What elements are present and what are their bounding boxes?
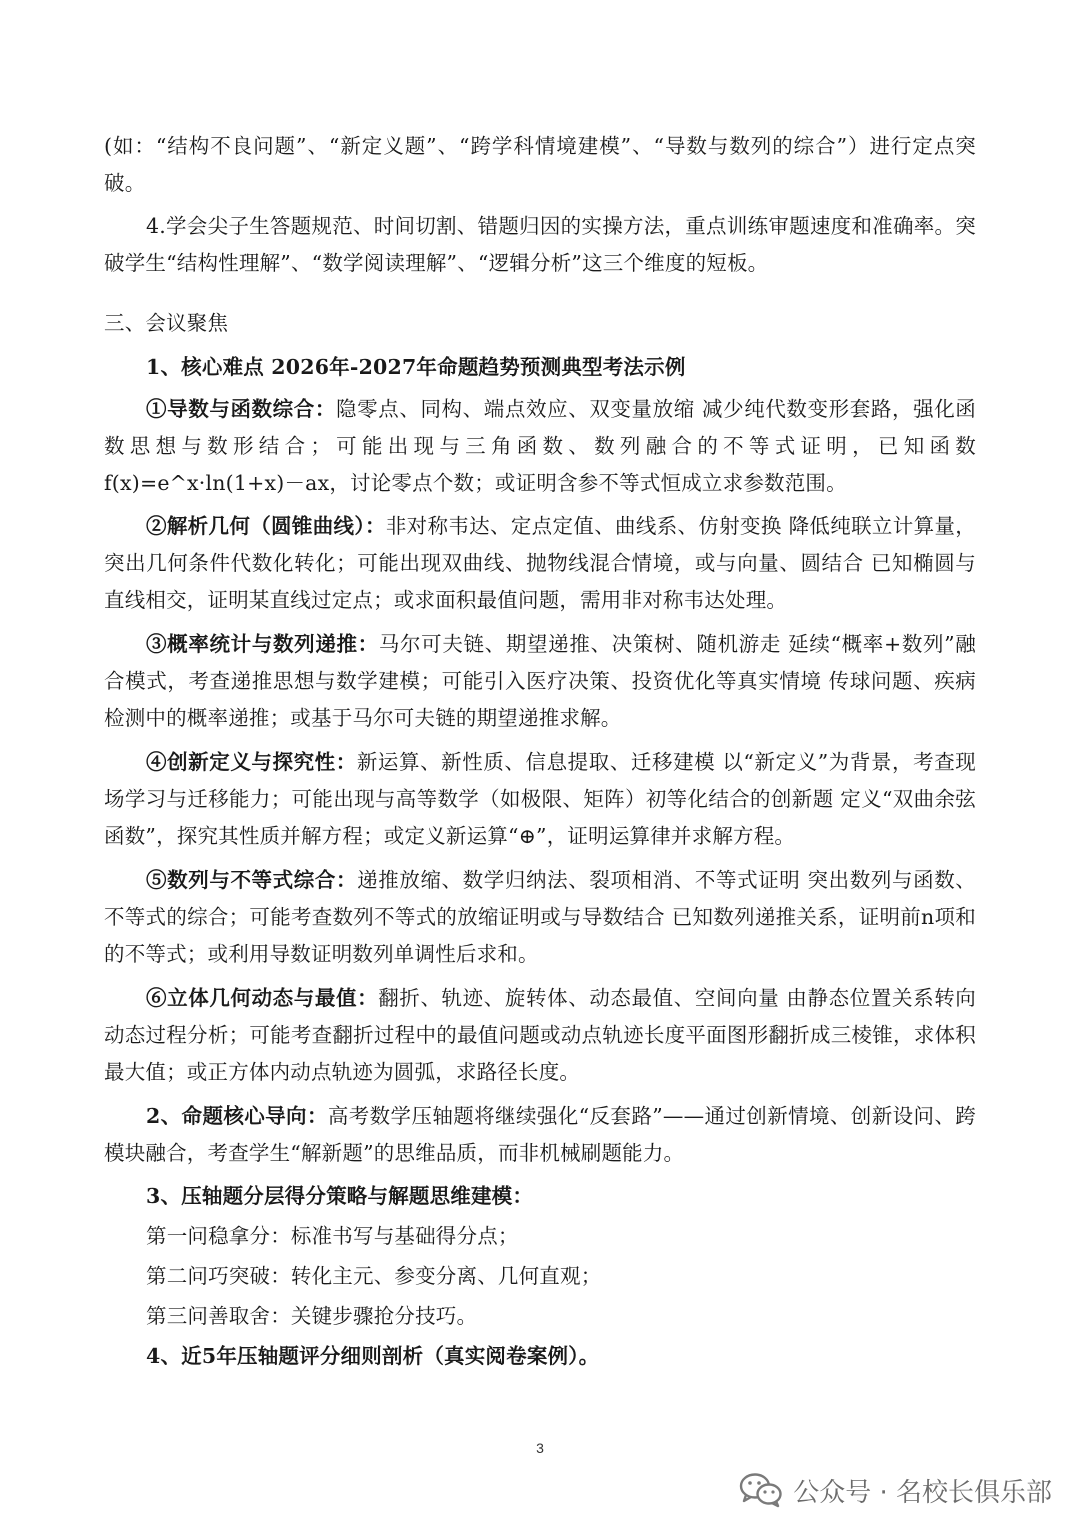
- step-2: 第二问巧突破：转化主元、参变分离、几何直观；: [146, 1264, 602, 1288]
- subheading-2-title: 2、命题核心导向：: [146, 1104, 328, 1128]
- item-text: 马尔可夫链、期望递推、决策树、随机游走 延续“概率+数列”融合模式，考查递推思想与数学建模；可能引入医疗决策、投资优化等真实情境 传球问题、疾病检测中的概率递推；或基于马尔可夫链的期望递推求解。: [104, 632, 976, 730]
- item-title: ②解析几何（圆锥曲线）：: [146, 514, 386, 538]
- watermark: [739, 1468, 1052, 1512]
- subheading-2-text: 高考数学压轴题将继续强化“反套路”——通过创新情境、创新设问、跨模块融合，考查学生“解新题”的思维品质，而非机械刷题能力。: [104, 1104, 976, 1165]
- item-title: ③概率统计与数列递推：: [146, 632, 379, 656]
- step-3: 第三问善取舍：关键步骤抢分技巧。: [146, 1304, 478, 1328]
- watermark-text: 公众号 · 名校长俱乐部: [793, 1477, 1052, 1508]
- item-title: ⑤数列与不等式综合：: [146, 868, 358, 892]
- item-text: 新运算、新性质、信息提取、迁移建模 以“新定义”为背景，考查现场学习与迁移能力；可能出现与高等数学（如极限、矩阵）初等化结合的创新题 定义“双曲余弦函数”，探究其性质并解方程；或定义新运算“⊕”，证明运算律并求解方程。: [104, 750, 976, 848]
- item-title: ⑥立体几何动态与最值：: [146, 986, 379, 1010]
- item-text: 递推放缩、数学归纳法、裂项相消、不等式证明 突出数列与函数、不等式的综合；可能考查数列不等式的放缩证明或与导数结合 已知数列递推关系，证明前n项和的不等式；或利用导数证明数列单调性后求和。: [104, 868, 977, 966]
- page-number: 3: [536, 1440, 544, 1456]
- subheading-3: 3、压轴题分层得分策略与解题思维建模：: [146, 1184, 534, 1208]
- subheading-2: [104, 1098, 976, 1172]
- item-probability-sequence: [104, 626, 976, 737]
- item-text: 隐零点、同构、端点效应、双变量放缩 减少纯代数变形套路，强化函数思想与数形结合；可能出现与三角函数、数列融合的不等式证明，已知函数f(x)=e^x·ln(1+x)－ax，讨论零点个数；或证明含参不等式恒成立求参数范围。: [104, 397, 976, 495]
- paragraph-continuation: (如：“结构不良问题”、“新定义题”、“跨学科情境建模”、“导数与数列的综合”）进行定点突破。: [104, 134, 976, 195]
- subheading-1: 1、核心难点 2026年-2027年命题趋势预测典型考法示例: [146, 355, 686, 379]
- item-solid-geometry: [104, 980, 976, 1091]
- item-analytic-geometry: [104, 508, 976, 619]
- item-text: 翻折、轨迹、旋转体、动态最值、空间向量 由静态位置关系转向动态过程分析；可能考查翻折过程中的最值问题或动点轨迹长度平面图形翻折成三棱锥，求体积最大值；或正方体内动点轨迹为圆弧，求路径长度。: [104, 986, 976, 1084]
- item-title: ④创新定义与探究性：: [146, 750, 357, 774]
- wechat-icon: [739, 1472, 783, 1508]
- subheading-4: 4、近5年压轴题评分细则剖析（真实阅卷案例）。: [146, 1344, 600, 1368]
- item-derivative-function: [104, 391, 976, 502]
- paragraph-point-4: 4.学会尖子生答题规范、时间切割、错题归因的实操方法，重点训练审题速度和准确率。突破学生“结构性理解”、“数学阅读理解”、“逻辑分析”这三个维度的短板。: [104, 214, 976, 275]
- item-text: 非对称韦达、定点定值、曲线系、仿射变换 降低纯联立计算量，突出几何条件代数化转化；可能出现双曲线、抛物线混合情境，或与向量、圆结合 已知椭圆与直线相交，证明某直线过定点；或求面积最值问题，需用非对称韦达处理。: [104, 514, 976, 612]
- step-1: 第一问稳拿分：标准书写与基础得分点；: [146, 1224, 519, 1248]
- item-title: ①导数与函数综合：: [146, 397, 336, 421]
- item-innovative-definition: [104, 744, 976, 855]
- section-heading-3: 三、会议聚焦: [104, 311, 229, 335]
- item-sequence-inequality: [104, 862, 976, 973]
